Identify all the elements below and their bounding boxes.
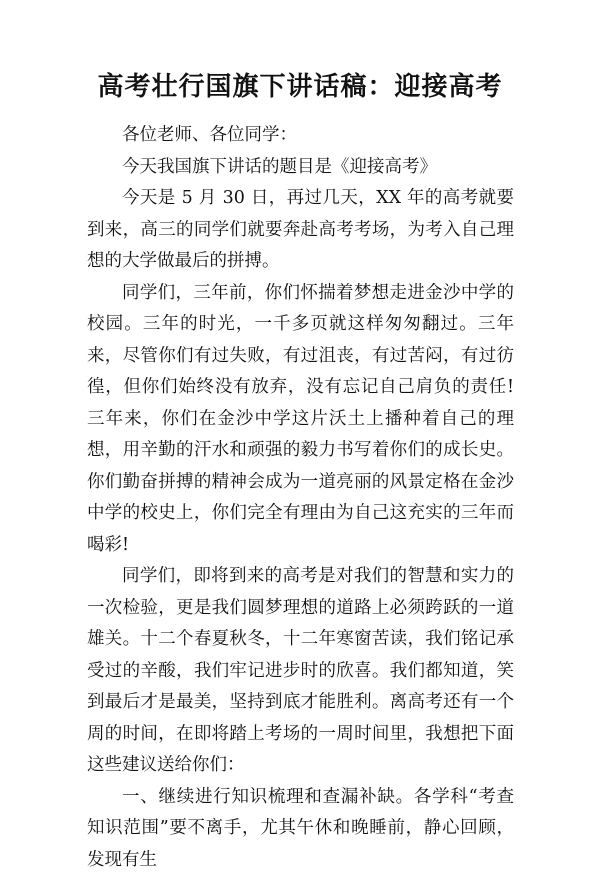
document-body [87, 120, 514, 876]
paragraph-intro: 今天是 5 月 30 日，再过几天，XX 年的高考就要到来，高三的同学们就要奔赴高考考场，为考入自己理想的大学做最后的拼搏。 [87, 183, 514, 278]
paragraph-three-years: 同学们，三年前，你们怀揣着梦想走进金沙中学的校园。三年的时光，一千多页就这样匆匆翻过。三年来，尽管你们有过失败，有过沮丧，有过苦闷，有过彷徨，但你们始终没有放弃，没有忘记自己肩负的责任!三年来，你们在金沙中学这片沃土上播种着自己的理想，用辛勤的汗水和顽强的毅力书写着你们的成长史。你们勤奋拼搏的精神会成为一道亮丽的风景定格在金沙中学的校史上，你们完全有理由为自己这充实的三年而喝彩! [87, 278, 514, 562]
paragraph-exam-test: 同学们，即将到来的高考是对我们的智慧和实力的一次检验，更是我们圆梦理想的道路上必须跨跃的一道雄关。十二个春夏秋冬，十二年寒窗苦读，我们铭记承受过的辛酸，我们牢记进步时的欣喜。我们都知道，笑到最后才是最美，坚持到底才能胜利。离高考还有一个周的时间，在即将踏上考场的一周时间里，我想把下面这些建议送给你们： [87, 561, 514, 782]
paragraph-suggestion-one: 一、继续进行知识梳理和查漏补缺。各学科“考查知识范围”要不离手，尤其午休和晚睡前，静心回顾，发现有生 [87, 782, 514, 876]
paragraph-salutation: 各位老师、各位同学： [87, 120, 514, 152]
paragraph-topic: 今天我国旗下讲话的题目是《迎接高考》 [87, 152, 514, 184]
document-title: 高考壮行国旗下讲话稿：迎接高考 [0, 70, 600, 104]
